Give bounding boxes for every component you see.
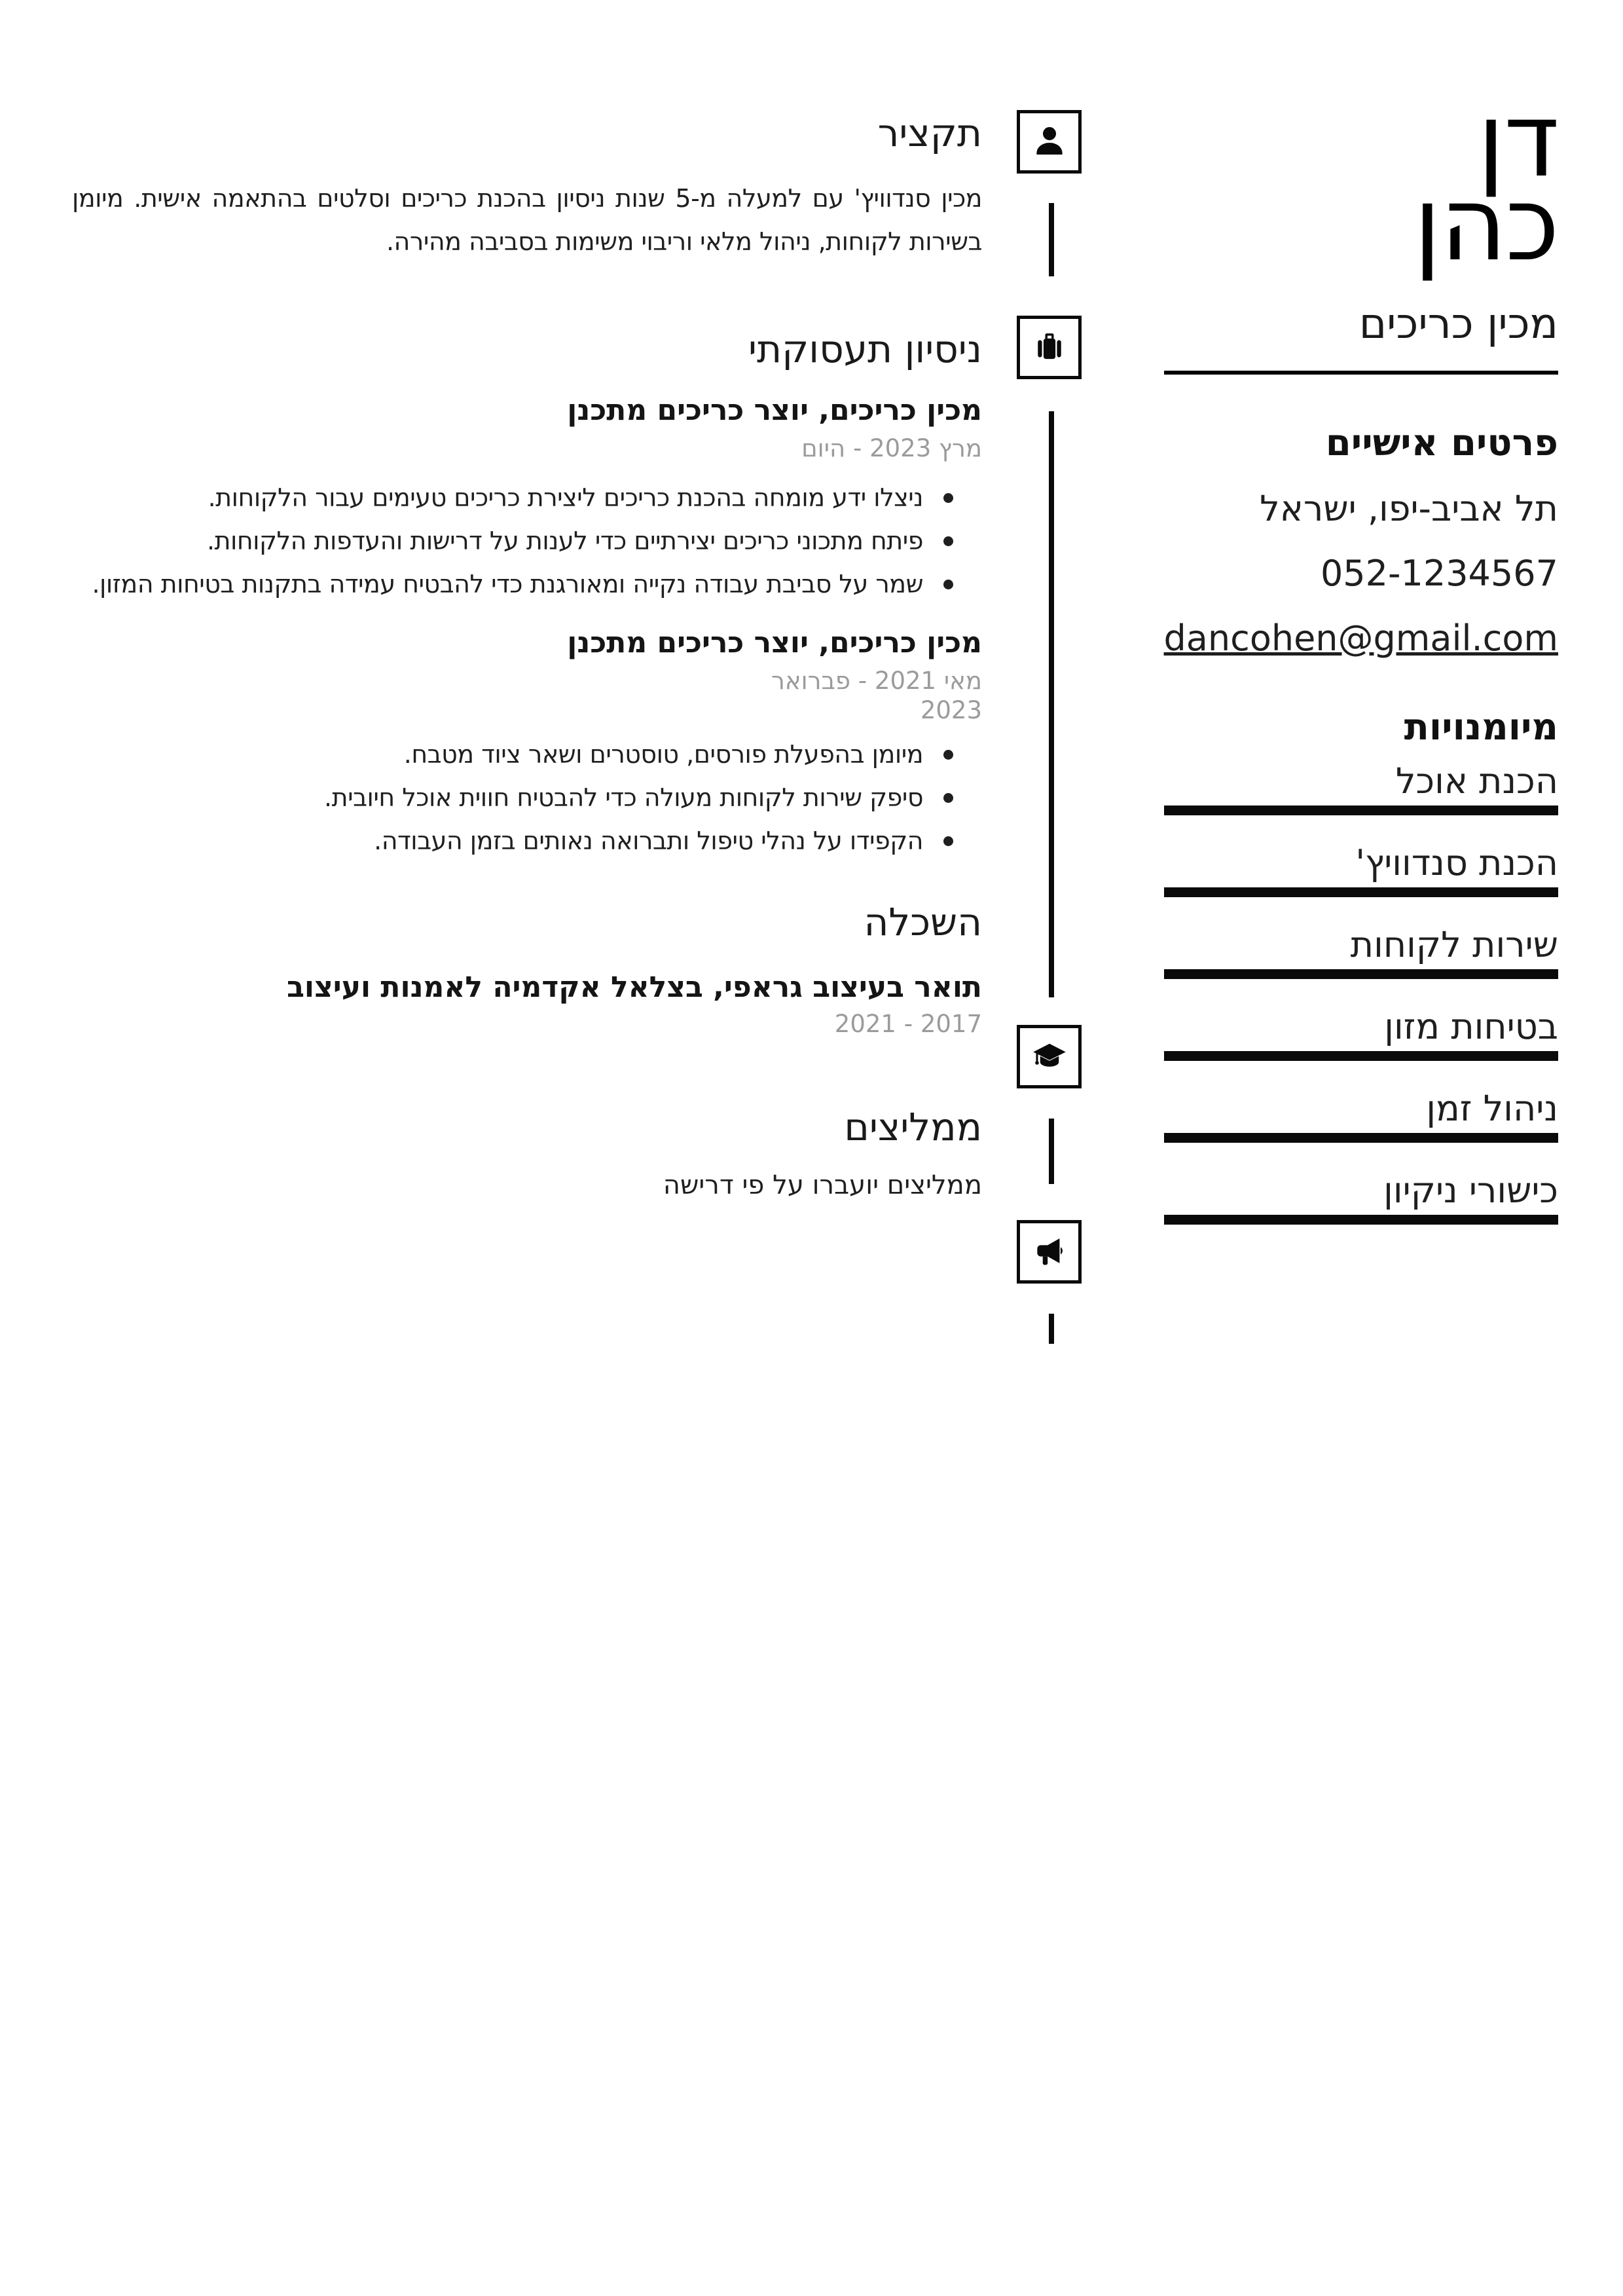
education-icon-box — [1017, 1025, 1082, 1088]
skill-label: בטיחות מזון — [1384, 1006, 1558, 1047]
skill-row — [1164, 1006, 1558, 1061]
skills-list — [1164, 760, 1558, 1225]
skill-bar — [1164, 1133, 1558, 1143]
skill-label: כישורי ניקיון — [1383, 1170, 1558, 1211]
personal-details-heading: פרטים אישיים — [1325, 422, 1558, 464]
degree-title: תואר בעיצוב גראפי, בצלאל אקדמיה לאמנות ועיצוב — [287, 971, 982, 1004]
skill-bar — [1164, 805, 1558, 815]
job-bullet: פיתח מתכוני כריכים יצירתיים כדי לענות על דרישות והעדפות הלקוחות. — [72, 519, 982, 563]
timeline-segment — [1049, 203, 1054, 276]
skill-row — [1164, 924, 1558, 979]
header-divider — [1164, 371, 1558, 375]
job-bullet: סיפק שירות לקוחות מעולה כדי להבטיח חווית אוכל חיובית. — [72, 776, 982, 819]
job-bullet: שמר על סביבת עבודה נקייה ומאורגנת כדי להבטיח עמידה בתקנות בטיחות המזון. — [72, 563, 982, 606]
experience-heading: ניסיון תעסוקתי — [748, 327, 982, 371]
job-bullet-list — [72, 733, 982, 862]
megaphone-icon — [1031, 1232, 1068, 1272]
timeline-segment — [1049, 411, 1054, 997]
job-bullet: ניצלו ידע מומחה בהכנת כריכים ליצירת כריכים טעימים עבור הלקוחות. — [72, 476, 982, 519]
job-entry — [72, 625, 982, 862]
summary-heading: תקציר — [877, 111, 982, 155]
skills-heading: מיומנויות — [1404, 706, 1558, 749]
person-first-name: דן — [1477, 81, 1558, 200]
skill-row — [1164, 1088, 1558, 1143]
job-title: מכין כריכים, יוצר כריכים מתכנן — [567, 394, 982, 427]
skill-label: ניהול זמן — [1426, 1088, 1558, 1129]
job-entry — [72, 393, 982, 606]
skill-bar — [1164, 1215, 1558, 1225]
skill-row — [1164, 842, 1558, 897]
education-heading: השכלה — [864, 900, 982, 944]
references-text: ממליצים יועברו על פי דרישה — [663, 1170, 982, 1200]
skill-bar — [1164, 1051, 1558, 1061]
references-heading: ממליצים — [844, 1105, 982, 1149]
references-icon-box — [1017, 1220, 1082, 1284]
summary-text: מכין סנדוויץ' עם למעלה מ-5 שנות ניסיון בהכנת כריכים וסלטים בהתאמה אישית. מיומן בשירות לקוחות, ניהול מלאי וריבוי משימות בסביבה מהירה. — [72, 184, 982, 256]
contact-location: תל אביב-יפו, ישראל — [1260, 488, 1558, 529]
skill-bar — [1164, 969, 1558, 979]
timeline-segment — [1049, 1314, 1054, 1344]
skill-label: הכנת אוכל — [1395, 760, 1558, 802]
skill-label: שירות לקוחות — [1350, 924, 1558, 965]
sidebar — [1164, 0, 1558, 1251]
person-name — [1164, 81, 1558, 284]
email-link[interactable]: dancohen@gmail.com — [1163, 618, 1558, 659]
skill-row — [1164, 760, 1558, 815]
graduation-cap-icon — [1031, 1037, 1068, 1077]
job-dates: מרץ 2023 - היום — [801, 434, 982, 462]
main-content — [72, 0, 982, 1202]
person-icon — [1031, 122, 1068, 162]
summary-icon-box — [1017, 110, 1082, 174]
contact-phone: 052-1234567 — [1320, 553, 1558, 594]
job-dates: מאי 2021 - פברואר 2023 — [771, 667, 982, 724]
experience-icon-box — [1017, 316, 1082, 379]
education-dates: 2017 - 2021 — [834, 1010, 982, 1038]
person-job-title: מכין כריכים — [1359, 300, 1558, 348]
job-title: מכין כריכים, יוצר כריכים מתכנן — [567, 626, 982, 659]
person-last-name: כהן — [1413, 164, 1558, 284]
skill-label: הכנת סנדוויץ' — [1355, 842, 1558, 883]
contact-email — [1164, 618, 1558, 659]
job-bullet-list — [72, 476, 982, 606]
skill-row — [1164, 1170, 1558, 1225]
job-bullet: הקפידו על נהלי טיפול ותברואה נאותים בזמן העבודה. — [72, 819, 982, 862]
job-bullet: מיומן בהפעלת פורסים, טוסטרים ושאר ציוד מטבח. — [72, 733, 982, 776]
skill-bar — [1164, 887, 1558, 897]
timeline-segment — [1049, 1119, 1054, 1184]
briefcase-icon — [1031, 328, 1068, 367]
